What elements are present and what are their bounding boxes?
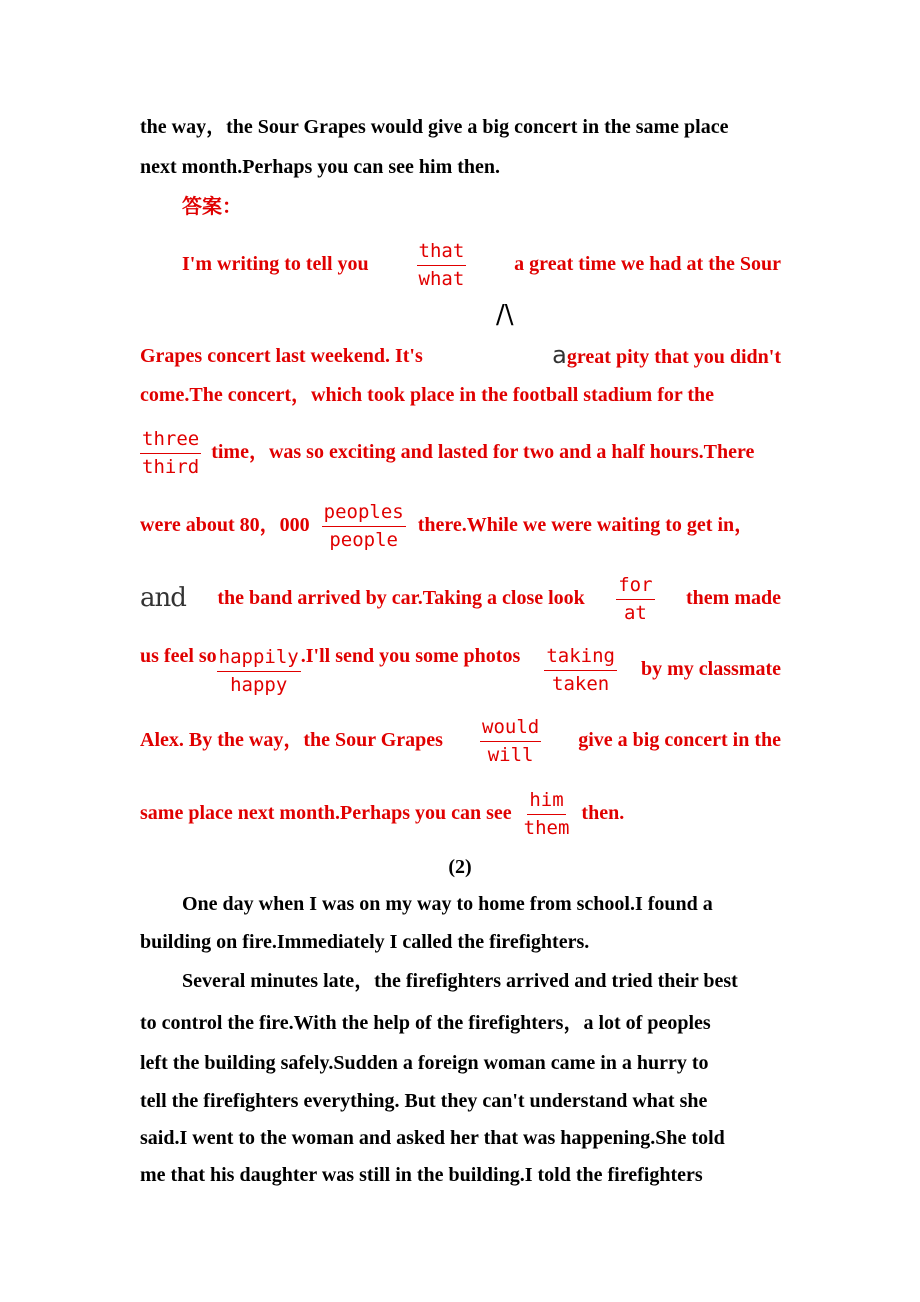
correction-fixed: happy [230, 673, 288, 696]
answer-text: there.While we were waiting to get in， [417, 514, 755, 536]
section-line-4 [140, 1011, 781, 1035]
answer-line-5 [140, 500, 781, 551]
correction-fixed: will [487, 743, 534, 766]
answer-line-8 [140, 715, 781, 766]
correction-original: that [417, 241, 467, 266]
answer-text: a great time we had at the Sour [514, 253, 781, 275]
correction-original: for [616, 575, 654, 600]
passage-text: the way，the Sour Grapes would give a big concert in the same place [140, 116, 729, 138]
section-text: Several minutes late，the firefighters arrived and tried their best [182, 970, 738, 992]
answer-text: then. [581, 802, 625, 824]
answer-text: were about 80，000 [140, 514, 310, 536]
answer-text: Alex. By the way，the Sour Grapes [140, 729, 443, 751]
answer-text: time，was so exciting and lasted for two and a half hours.There [211, 441, 755, 463]
section-text: tell the firefighters everything. But they can't understand what she [140, 1090, 708, 1112]
section-text: said.I went to the woman and asked her that was happening.She told [140, 1127, 725, 1149]
section-line-7 [140, 1126, 781, 1150]
answer-line-3 [140, 383, 781, 407]
correction-original: three [140, 429, 201, 454]
correction-that-what [417, 241, 467, 290]
insertion-caret-mark: /\ [496, 300, 514, 330]
passage-line-2 [140, 155, 781, 179]
section-line-5 [140, 1051, 781, 1075]
correction-fixed: what [418, 267, 465, 290]
correction-happily-happy [217, 647, 301, 696]
answer-text: us feel so [140, 644, 217, 667]
section-text: building on fire.Immediately I called the firefighters. [140, 931, 590, 953]
answer-line-7 [140, 644, 781, 696]
section-text: to control the fire.With the help of the firefighters，a lot of peoples [140, 1012, 711, 1034]
section-line-8 [140, 1163, 781, 1187]
section-text: One day when I was on my way to home from school.I found a [182, 893, 713, 915]
correction-original: him [527, 790, 565, 815]
correction-original: taking [544, 646, 617, 671]
answer-line-6 [140, 573, 781, 624]
passage-text: next month.Perhaps you can see him then. [140, 156, 501, 178]
inserted-word-a: a [552, 341, 567, 369]
answer-line-1 [182, 239, 781, 290]
correction-fixed: taken [552, 672, 610, 695]
correction-him-them [524, 790, 570, 839]
correction-original: peoples [322, 502, 406, 527]
section-text: left the building safely.Sudden a foreign woman came in a hurry to [140, 1052, 709, 1074]
answer-text: the band arrived by car.Taking a close look [217, 587, 585, 609]
correction-fixed: third [142, 455, 200, 478]
answer-text: same place next month.Perhaps you can see [140, 802, 512, 824]
deleted-word-and: and [140, 583, 186, 613]
section-text: me that his daughter was still in the building.I told the firefighters [140, 1164, 703, 1186]
correction-fixed: them [523, 816, 570, 839]
correction-three-third [140, 429, 201, 478]
section-line-6 [140, 1089, 781, 1113]
answer-text: great pity that you didn't [566, 346, 781, 368]
answer-text: I'm writing to tell you [182, 253, 369, 275]
answer-text: .I'll send you some photos [300, 644, 521, 667]
correction-original: would [480, 717, 541, 742]
correction-original: happily [217, 647, 301, 672]
section-line-1 [182, 892, 781, 916]
answer-line-4 [140, 427, 800, 478]
correction-fixed: people [329, 528, 398, 551]
section-line-3 [182, 969, 781, 993]
answer-text: them made [686, 587, 781, 609]
answer-line-2 [140, 341, 781, 369]
correction-fixed: at [623, 601, 647, 624]
answer-line-9 [140, 788, 781, 839]
answer-text: by my classmate [641, 658, 781, 680]
correction-would-will [480, 717, 541, 766]
answer-text: give a big concert in the [578, 729, 781, 751]
passage-line-1 [140, 115, 781, 139]
correction-taking-taken [544, 646, 617, 695]
correction-peoples-people [322, 502, 406, 551]
correction-for-at [616, 575, 654, 624]
section-heading: (2) [448, 856, 472, 878]
answer-label: 答案： [182, 194, 242, 218]
section-line-2 [140, 930, 781, 954]
answer-text: Grapes concert last weekend. It's [140, 345, 423, 367]
answer-text: come.The concert，which took place in the football stadium for the [140, 384, 715, 406]
